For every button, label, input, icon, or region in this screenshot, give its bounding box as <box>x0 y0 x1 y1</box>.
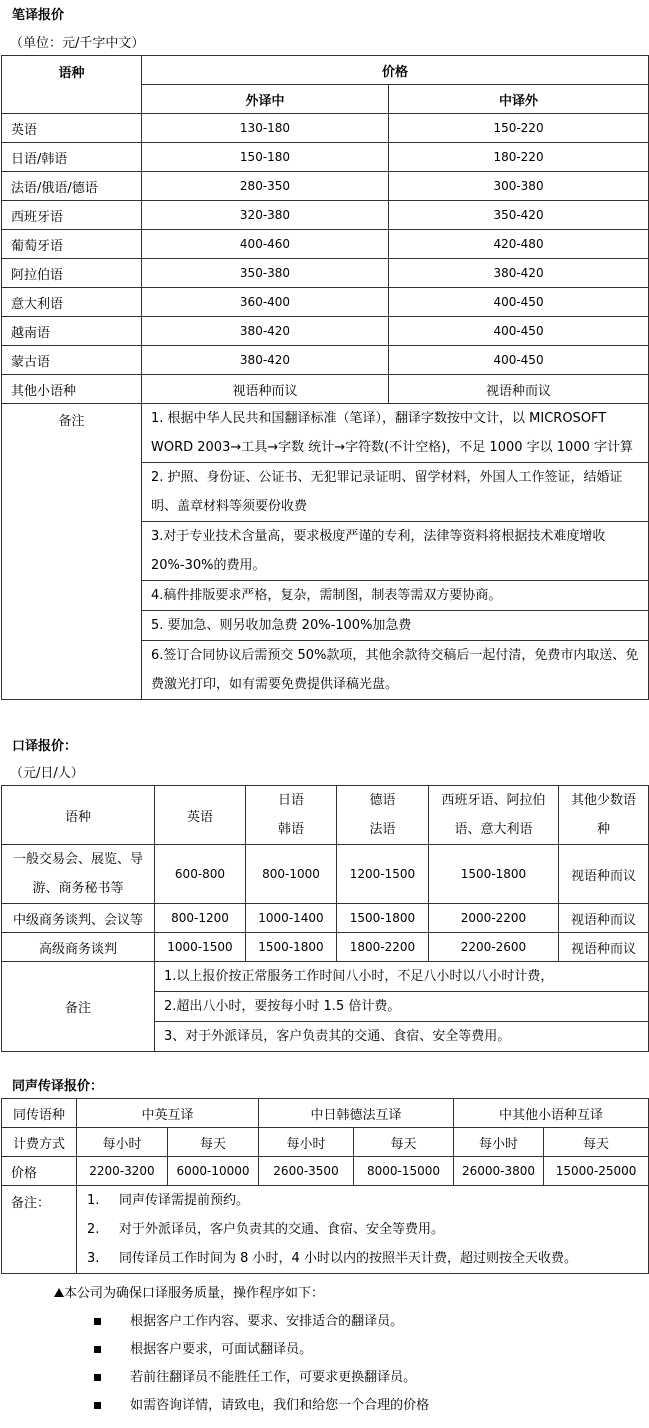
table-row <box>2 933 649 962</box>
row-lang: 日语/韩语 <box>2 143 142 172</box>
header-price: 价格 <box>142 56 649 85</box>
table-row <box>2 143 649 172</box>
oral-jk: 1000-1400 <box>246 904 337 933</box>
simul-note-num: 3. <box>87 1251 100 1266</box>
table-row <box>2 845 649 904</box>
procedure-item <box>94 1394 429 1413</box>
table-row <box>2 230 649 259</box>
procedure-item-text: 如需咨询详情，请致电，我们和给您一个合理的价格 <box>130 1398 430 1413</box>
note-item: 1. 根据中华人民共和国翻译标准（笔译），翻译字数按中文计，以 MICROSOFT WORD 2003→工具→字数 统计→字符数(不计空格)，不足 1000 字以 1000 字计算 <box>142 404 649 463</box>
oral-df: 1200-1500 <box>337 845 429 904</box>
header-in: 中译外 <box>389 85 649 114</box>
simul-notes <box>77 1186 649 1274</box>
simul-day: 每天 <box>544 1128 649 1157</box>
procedure-item-text: 若前往翻译员不能胜任工作，可要求更换翻译员。 <box>130 1370 417 1385</box>
simul-price: 8000-15000 <box>354 1157 454 1186</box>
row-lang: 其他小语种 <box>2 375 142 404</box>
row-in: 400-450 <box>389 288 649 317</box>
simul-note-item <box>77 1244 648 1273</box>
written-unit: （单位：元/千字中文） <box>10 36 145 51</box>
square-bullet-icon <box>94 1346 101 1353</box>
simul-row-price-label: 价格 <box>2 1157 77 1186</box>
oral-header-en: 英语 <box>155 786 246 845</box>
row-in: 350-420 <box>389 201 649 230</box>
oral-en: 600-800 <box>155 845 246 904</box>
header-out: 外译中 <box>142 85 389 114</box>
simul-note-text: 对于外派译员，客户负责其的交通、食宿、安全等费用。 <box>119 1222 445 1237</box>
row-in: 400-450 <box>389 346 649 375</box>
oral-header-type: 语种 <box>2 786 155 845</box>
row-out: 视语种而议 <box>142 375 389 404</box>
notes-label: 备注 <box>2 404 142 700</box>
procedure-item-text: 根据客户要求，可面试翻译员。 <box>130 1342 313 1357</box>
row-out: 150-180 <box>142 143 389 172</box>
row-in: 180-220 <box>389 143 649 172</box>
row-out: 280-350 <box>142 172 389 201</box>
row-lang: 意大利语 <box>2 288 142 317</box>
oral-price-table <box>1 785 649 1052</box>
table-row <box>2 375 649 404</box>
oral-note-item: 1.以上报价按正常服务工作时间八小时，不足八小时以八小时计费， <box>155 962 649 992</box>
table-row <box>2 201 649 230</box>
simul-row-billing-label: 计费方式 <box>2 1128 77 1157</box>
oral-type: 中级商务谈判、会议等 <box>2 904 155 933</box>
row-out: 130-180 <box>142 114 389 143</box>
oral-notes-label: 备注 <box>2 962 155 1052</box>
row-in: 300-380 <box>389 172 649 201</box>
simul-hour: 每小时 <box>259 1128 354 1157</box>
simul-title: 同声传译报价： <box>12 1079 104 1094</box>
note-item: 4.稿件排版要求严格，复杂，需制图，制表等需双方要协商。 <box>142 581 649 611</box>
row-out: 360-400 <box>142 288 389 317</box>
square-bullet-icon <box>94 1374 101 1381</box>
oral-other: 视语种而议 <box>559 845 649 904</box>
written-title: 笔译报价 <box>12 8 65 23</box>
oral-other: 视语种而议 <box>559 933 649 962</box>
note-item: 5. 要加急、则另收加急费 20%-100%加急费 <box>142 611 649 641</box>
oral-other: 视语种而议 <box>559 904 649 933</box>
simul-note-item <box>77 1186 648 1215</box>
simul-price: 2600-3500 <box>259 1157 354 1186</box>
row-lang: 法语/俄语/德语 <box>2 172 142 201</box>
oral-jk: 800-1000 <box>246 845 337 904</box>
oral-header-df-b: 法语 <box>369 822 396 837</box>
oral-type: 高级商务谈判 <box>2 933 155 962</box>
oral-unit: （元/日/人） <box>10 766 84 781</box>
triangle-bullet-icon <box>54 1288 64 1297</box>
oral-type: 一般交易会、展览、导游、商务秘书等 <box>2 845 155 904</box>
oral-header-jk-b: 韩语 <box>277 822 304 837</box>
oral-header-df <box>337 786 429 845</box>
oral-df: 1800-2200 <box>337 933 429 962</box>
simul-note-text: 同声传译需提前预约。 <box>119 1193 250 1208</box>
table-row <box>2 259 649 288</box>
table-row <box>2 114 649 143</box>
row-in: 380-420 <box>389 259 649 288</box>
simul-price: 26000-3800 <box>454 1157 544 1186</box>
row-lang: 西班牙语 <box>2 201 142 230</box>
row-out: 380-420 <box>142 317 389 346</box>
oral-header-other: 其他少数语种 <box>559 786 649 845</box>
simul-day: 每天 <box>354 1128 454 1157</box>
simul-price: 15000-25000 <box>544 1157 649 1186</box>
simul-day: 每天 <box>168 1128 259 1157</box>
oral-note-item: 3、对于外派译员，客户负责其的交通、食宿、安全等费用。 <box>155 1022 649 1052</box>
row-lang: 葡萄牙语 <box>2 230 142 259</box>
note-item: 2. 护照、身份证、公证书、无犯罪记录证明、留学材料，外国人工作签证，结婚证明、盖章材料等须要份收费 <box>142 463 649 522</box>
row-lang: 英语 <box>2 114 142 143</box>
oral-header-df-a: 德语 <box>369 793 396 808</box>
row-out: 380-420 <box>142 346 389 375</box>
row-lang: 阿拉伯语 <box>2 259 142 288</box>
row-in: 400-450 <box>389 317 649 346</box>
procedure-item <box>94 1338 312 1357</box>
simul-pair-jkdf: 中日韩德法互译 <box>259 1099 454 1128</box>
oral-header-jk-a: 日语 <box>277 793 304 808</box>
procedure-item <box>94 1366 416 1385</box>
simul-note-num: 1. <box>87 1193 100 1208</box>
row-out: 350-380 <box>142 259 389 288</box>
oral-sai: 1500-1800 <box>429 845 559 904</box>
procedure-intro <box>54 1282 324 1301</box>
table-row <box>2 317 649 346</box>
simul-price: 2200-3200 <box>77 1157 168 1186</box>
oral-header-jk <box>246 786 337 845</box>
note-item: 6.签订合同协议后需预交 50%款项，其他余款待交稿后一起付清，免费市内取送、免费激光打印，如有需要免费提供译稿光盘。 <box>142 641 649 700</box>
table-row <box>2 904 649 933</box>
simul-note-num: 2. <box>87 1222 100 1237</box>
oral-en: 800-1200 <box>155 904 246 933</box>
simul-note-item <box>77 1215 648 1244</box>
procedure-item <box>94 1310 403 1329</box>
simul-row-lang-label: 同传语种 <box>2 1099 77 1128</box>
square-bullet-icon <box>94 1318 101 1325</box>
row-lang: 蒙古语 <box>2 346 142 375</box>
simul-hour: 每小时 <box>454 1128 544 1157</box>
simul-notes-label: 备注： <box>2 1186 77 1274</box>
written-price-table <box>1 55 649 700</box>
square-bullet-icon <box>94 1402 101 1409</box>
row-in: 视语种而议 <box>389 375 649 404</box>
simul-price-table <box>1 1098 649 1274</box>
simul-note-text: 同传译员工作时间为 8 小时，4 小时以内的按照半天计费，超过则按全天收费。 <box>119 1251 577 1266</box>
row-lang: 越南语 <box>2 317 142 346</box>
simul-pair-en: 中英互译 <box>77 1099 259 1128</box>
simul-hour: 每小时 <box>77 1128 168 1157</box>
row-out: 400-460 <box>142 230 389 259</box>
table-row <box>2 172 649 201</box>
oral-header-sai: 西班牙语、阿拉伯语、意大利语 <box>429 786 559 845</box>
oral-sai: 2200-2600 <box>429 933 559 962</box>
simul-pair-other: 中其他小语种互译 <box>454 1099 649 1128</box>
oral-df: 1500-1800 <box>337 904 429 933</box>
table-row <box>2 346 649 375</box>
oral-sai: 2000-2200 <box>429 904 559 933</box>
row-in: 420-480 <box>389 230 649 259</box>
header-lang: 语种 <box>2 56 142 114</box>
oral-title: 口译报价： <box>12 739 78 754</box>
note-item: 3.对于专业技术含量高，要求极度严谨的专利，法律等资料将根据技术难度增收 20%-30%的费用。 <box>142 522 649 581</box>
table-row <box>2 288 649 317</box>
row-out: 320-380 <box>142 201 389 230</box>
row-in: 150-220 <box>389 114 649 143</box>
simul-price: 6000-10000 <box>168 1157 259 1186</box>
oral-jk: 1500-1800 <box>246 933 337 962</box>
oral-en: 1000-1500 <box>155 933 246 962</box>
oral-note-item: 2.超出八小时，要按每小时 1.5 倍计费。 <box>155 992 649 1022</box>
procedure-item-text: 根据客户工作内容、要求、安排适合的翻译员。 <box>130 1314 404 1329</box>
procedure-intro-text: 本公司为确保口译服务质量，操作程序如下： <box>64 1286 325 1301</box>
